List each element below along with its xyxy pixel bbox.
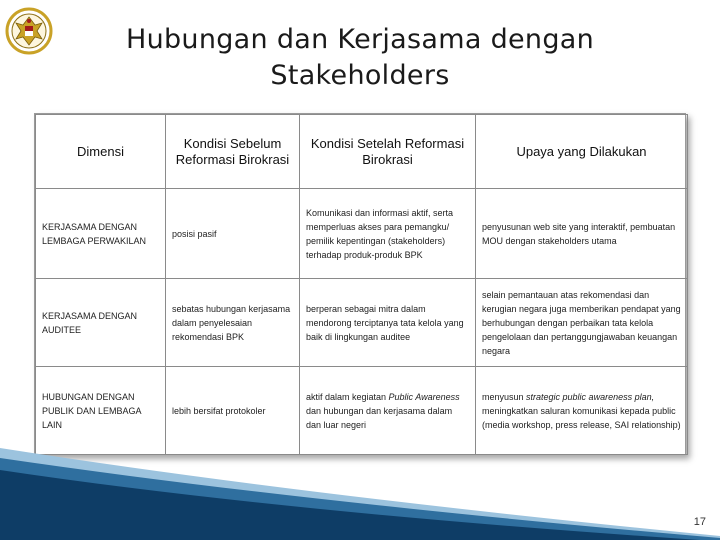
decorative-swoosh: [0, 440, 720, 540]
cell-sebelum: lebih bersifat protokoler: [166, 367, 300, 455]
table-row: [36, 189, 688, 279]
cell-setelah: berperan sebagai mitra dalam mendorong terciptanya tata kelola yang baik di lingkungan auditee: [300, 279, 476, 367]
cell-dimensi: KERJASAMA DENGAN LEMBAGA PERWAKILAN: [36, 189, 166, 279]
table-row: [36, 279, 688, 367]
bpk-emblem-icon: [4, 6, 54, 56]
cell-setelah: Komunikasi dan informasi aktif, serta memperluas akses para pemangku/ pemilik kepentingan (stakeholders) terhadap produk-produk BPK: [300, 189, 476, 279]
cell-dimensi: HUBUNGAN DENGAN PUBLIK DAN LEMBAGA LAIN: [36, 367, 166, 455]
cell-sebelum: posisi pasif: [166, 189, 300, 279]
cell-sebelum: sebatas hubungan kerjasama dalam penyelesaian rekomendasi BPK: [166, 279, 300, 367]
header-upaya: Upaya yang Dilakukan: [476, 115, 688, 189]
header-kondisi-setelah: Kondisi Setelah Reformasi Birokrasi: [300, 115, 476, 189]
page-number: 17: [693, 516, 706, 528]
stakeholder-table: [34, 113, 686, 455]
header-kondisi-sebelum: Kondisi Sebelum Reformasi Birokrasi: [166, 115, 300, 189]
setelah-text-emphasis: Public Awareness: [388, 391, 460, 402]
slide-title-line2: Stakeholders: [270, 60, 450, 91]
setelah-text-post: dan hubungan dan kerjasama dalam dan luar negeri: [306, 405, 453, 430]
slide-title-line1: Hubungan dan Kerjasama dengan: [125, 24, 595, 55]
cell-upaya: penyusunan web site yang interaktif, pembuatan MOU dengan stakeholders utama: [476, 189, 688, 279]
setelah-text-pre: aktif dalam kegiatan: [306, 391, 389, 402]
upaya-text-emphasis: strategic public awareness plan,: [526, 391, 655, 402]
upaya-text-post: meningkatkan saluran komunikasi kepada public (media workshop, press release, SAI relationship): [482, 405, 681, 430]
cell-dimensi: KERJASAMA DENGAN AUDITEE: [36, 279, 166, 367]
upaya-text-pre: menyusun: [482, 391, 527, 402]
header-dimensi: Dimensi: [36, 115, 166, 189]
cell-upaya: selain pemantauan atas rekomendasi dan kerugian negara juga memberikan pendapat yang berhubungan dengan perbaikan tata kelola pengelolaan dan pertanggungjawaban keuangan negara: [476, 279, 688, 367]
table-header-row: [36, 115, 688, 189]
slide-title: [60, 22, 660, 94]
